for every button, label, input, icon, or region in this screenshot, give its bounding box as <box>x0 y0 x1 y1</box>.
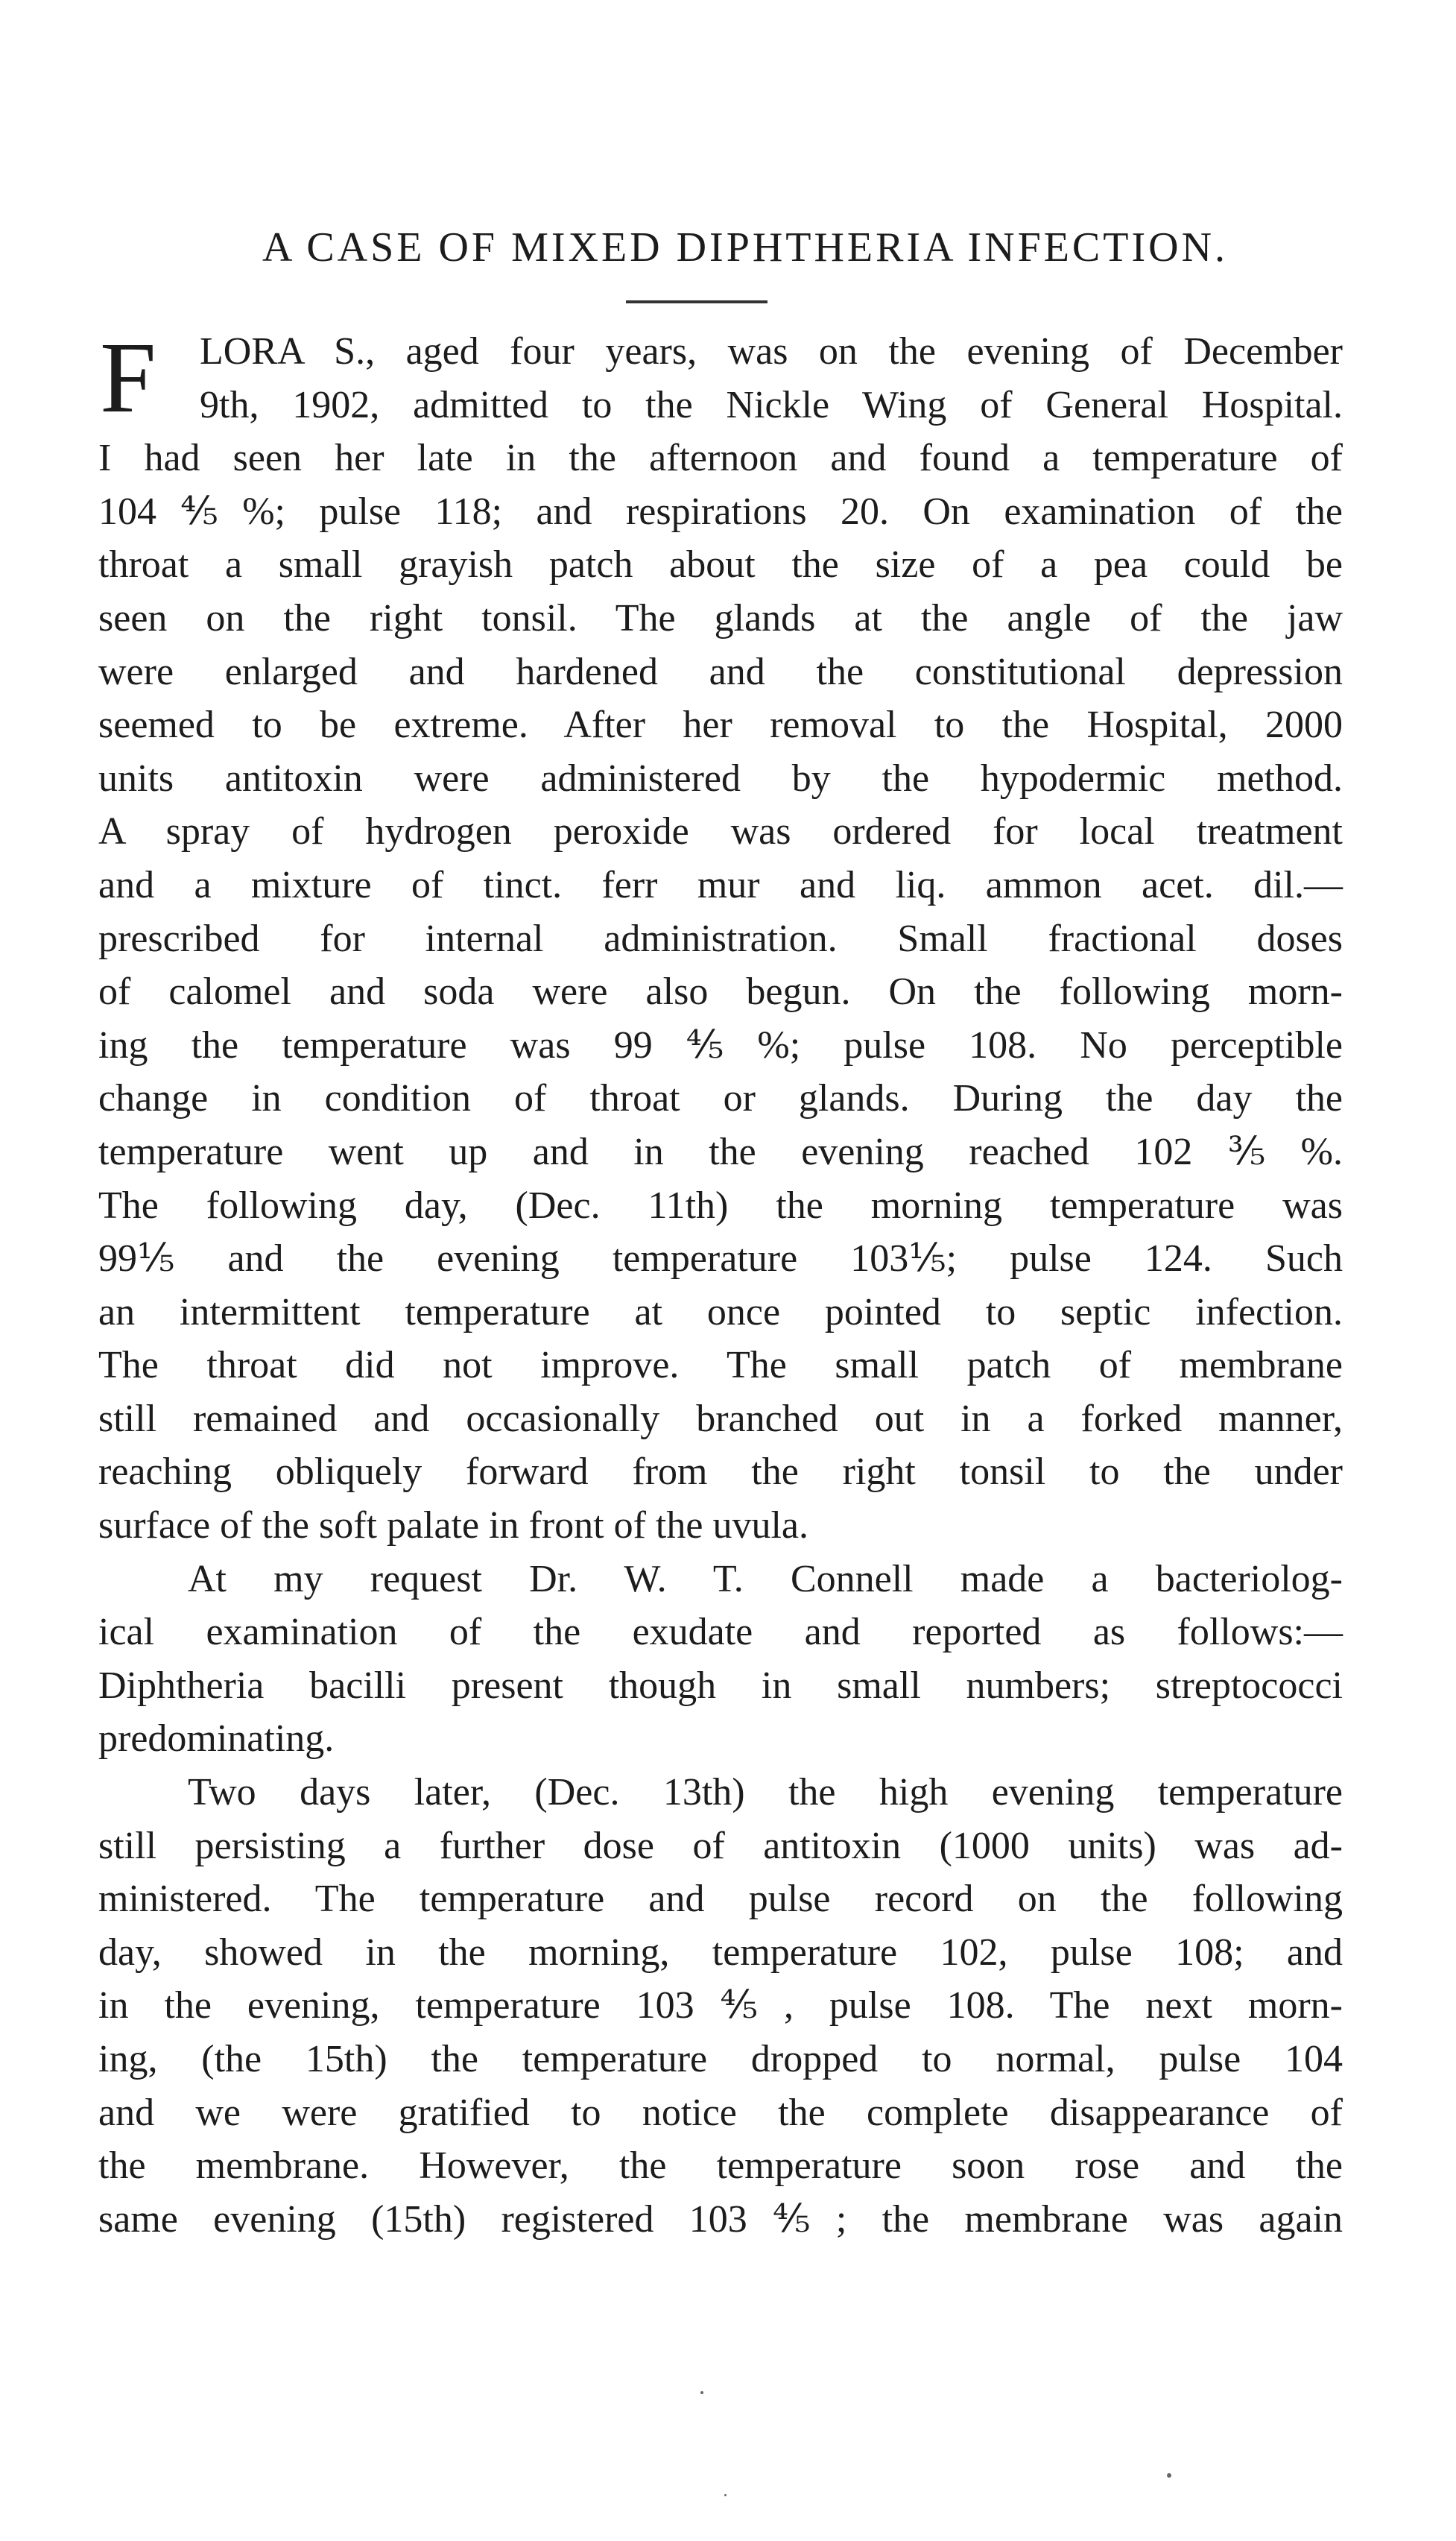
text-line: ministered. The temperature and pulse record on the following <box>98 1878 1343 1921</box>
text-line: Diphtheria bacilli present though in small numbers; streptococci <box>98 1664 1343 1707</box>
text-line: seemed to be extreme. After her removal to the Hospital, 2000 <box>98 704 1343 747</box>
text-line: still persisting a further dose of antitoxin (1000 units) was ad- <box>98 1824 1343 1867</box>
text-line: the membrane. However, the temperature soon rose and the <box>98 2144 1343 2188</box>
body-text <box>98 322 1343 2246</box>
text-line: A spray of hydrogen peroxide was ordered for local treatment <box>98 810 1343 853</box>
title-rule <box>626 300 767 303</box>
paper-speck <box>1167 2473 1171 2478</box>
text-line: At my request Dr. W. T. Connell made a bacteriolog- <box>188 1557 1343 1600</box>
text-line: LORA S., aged four years, was on the evening of December <box>200 330 1343 373</box>
text-line: temperature went up and in the evening reached 102⅗%. <box>98 1130 1343 1173</box>
text-line: predominating. <box>98 1717 335 1761</box>
paper-speck <box>700 2391 703 2394</box>
text-line: same evening (15th) registered 103⅘; the membrane was again <box>98 2197 1343 2241</box>
text-line: units antitoxin were administered by the hypodermic method. <box>98 757 1343 800</box>
text-line: Two days later, (Dec. 13th) the high evening temperature <box>188 1771 1343 1814</box>
text-line: day, showed in the morning, temperature 102, pulse 108; and <box>98 1931 1343 1974</box>
text-line: seen on the right tonsil. The glands at the angle of the jaw <box>98 596 1343 640</box>
page-title: A CASE OF MIXED DIPHTHERIA INFECTION. <box>262 224 1229 271</box>
text-line: change in condition of throat or glands. During the day the <box>98 1077 1343 1120</box>
text-line: ing the temperature was 99⅘%; pulse 108. No perceptible <box>98 1023 1343 1067</box>
text-line: were enlarged and hardened and the constitutional depression <box>98 650 1343 693</box>
text-line: an intermittent temperature at once pointed to septic infection. <box>98 1290 1343 1333</box>
paper-speck <box>724 2494 727 2496</box>
text-line: 104⅘%; pulse 118; and respirations 20. On examination of the <box>98 490 1343 533</box>
text-line: of calomel and soda were also begun. On the following morn- <box>98 970 1343 1014</box>
text-line: The throat did not improve. The small patch of membrane <box>98 1344 1343 1387</box>
text-line: The following day, (Dec. 11th) the morning temperature was <box>98 1184 1343 1227</box>
drop-cap: F <box>100 322 156 434</box>
text-line: 9th, 1902, admitted to the Nickle Wing of General Hospital. <box>200 383 1343 426</box>
text-line: throat a small grayish patch about the size of a pea could be <box>98 543 1343 587</box>
text-line: ical examination of the exudate and reported as follows:— <box>98 1611 1343 1654</box>
text-line: I had seen her late in the afternoon and found a temperature of <box>98 437 1343 480</box>
text-line: and a mixture of tinct. ferr mur and liq. ammon acet. dil.— <box>98 863 1343 906</box>
text-line: reaching obliquely forward from the right tonsil to the under <box>98 1451 1343 1494</box>
text-line: still remained and occasionally branched out in a forked manner, <box>98 1397 1343 1440</box>
text-line: surface of the soft palate in front of the uvula. <box>98 1504 808 1547</box>
text-line: 99⅕ and the evening temperature 103⅕; pulse 124. Such <box>98 1237 1343 1281</box>
text-line: ing, (the 15th) the temperature dropped to normal, pulse 104 <box>98 2038 1343 2080</box>
text-line: prescribed for internal administration. Small fractional doses <box>98 917 1343 960</box>
text-line: and we were gratified to notice the complete disappearance of <box>98 2091 1343 2134</box>
text-line: in the evening, temperature 103⅘, pulse 108. The next morn- <box>98 1984 1343 2027</box>
